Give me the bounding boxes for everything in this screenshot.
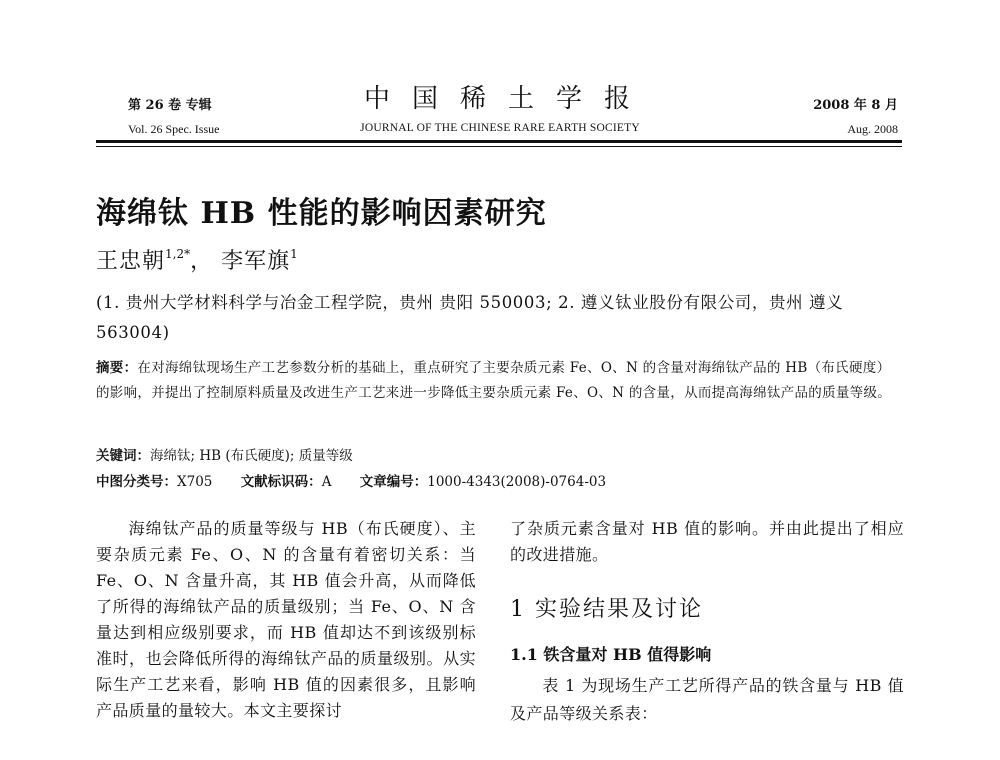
date-en: Aug. 2008 bbox=[847, 122, 898, 136]
body-paragraph: 表 1 为现场生产工艺所得产品的铁含量与 HB 值及产品等级关系表： bbox=[510, 676, 904, 723]
author-affil-mark: 1,2* bbox=[165, 247, 191, 261]
article-no-value: 1000-4343(2008)-0764-03 bbox=[427, 474, 607, 490]
affiliations: (1. 贵州大学材料科学与冶金工程学院，贵州 贵阳 550003; 2. 遵义钛业股份有限公司，贵州 遵义 563004) bbox=[96, 293, 844, 342]
body-left-column bbox=[96, 516, 476, 724]
header-rule-thin bbox=[96, 146, 902, 147]
section-heading: 1 实验结果及讨论 bbox=[510, 597, 703, 622]
doc-code-label: 文献标识码： bbox=[240, 474, 322, 490]
keywords bbox=[96, 444, 353, 464]
author-separator: ， bbox=[190, 249, 214, 274]
abstract-label: 摘要： bbox=[96, 360, 138, 376]
paper-title: 海绵钛 HB 性能的影响因素研究 bbox=[96, 196, 547, 231]
subsection-heading: 1.1 铁含量对 HB 值得影响 bbox=[510, 645, 712, 664]
doc-code-value: A bbox=[321, 474, 332, 490]
keywords-text: 海绵钛; HB (布氏硬度); 质量等级 bbox=[150, 448, 353, 464]
body-right-paragraph: 了杂质元素含量对 HB 值的影响。并由此提出了相应的改进措施。 bbox=[510, 519, 904, 564]
volume-en: Vol. 26 Spec. Issue bbox=[128, 122, 220, 136]
body-paragraph: 海绵钛产品的质量等级与 HB（布氏硬度）、主要杂质元素 Fe、O、N 的含量有着密切关系：当 Fe、O、N 含量升高，其 HB 值会升高，从而降低了所得的海绵钛产品的质量级别；当 Fe、O、N 含量达到相应级别要求，而 HB 值却达不到该级别标准时，也会降低所得的海绵钛产品的质量级别。从实际生产工艺来看，影响 HB 值的因素很多，且影响产品质量的量较大。本文主要探讨 bbox=[96, 519, 476, 720]
keywords-label: 关键词： bbox=[96, 448, 150, 464]
abstract-text: 在对海绵钛现场生产工艺参数分析的基础上，重点研究了主要杂质元素 Fe、O、N 的含量对海绵钛产品的 HB（布氏硬度）的影响，并提出了控制原料质量及改进生产工艺来进一步降低主要杂质元素 Fe、O、N 的含量，从而提高海绵钛产品的质量等级。 bbox=[96, 360, 892, 401]
journal-title-en: JOURNAL OF THE CHINESE RARE EARTH SOCIETY bbox=[360, 122, 640, 134]
author-affil-mark: 1 bbox=[290, 247, 298, 261]
abstract bbox=[96, 356, 904, 406]
author-name: 李军旗 bbox=[221, 249, 291, 274]
body-right-paragraph-2 bbox=[510, 672, 904, 728]
article-no-label: 文章编号： bbox=[359, 474, 428, 490]
date-cn: 2008 年 8 月 bbox=[813, 98, 898, 113]
clc-label: 中图分类号： bbox=[96, 474, 177, 490]
author-name: 王忠朝 bbox=[96, 249, 166, 274]
header-rule-thick bbox=[96, 140, 902, 143]
author-list bbox=[96, 244, 298, 275]
journal-title-cn: 中国稀土学报 bbox=[363, 84, 652, 114]
volume-cn: 第 26 卷 专辑 bbox=[128, 98, 212, 113]
classification-line bbox=[96, 470, 606, 490]
clc-value: X705 bbox=[177, 474, 213, 490]
